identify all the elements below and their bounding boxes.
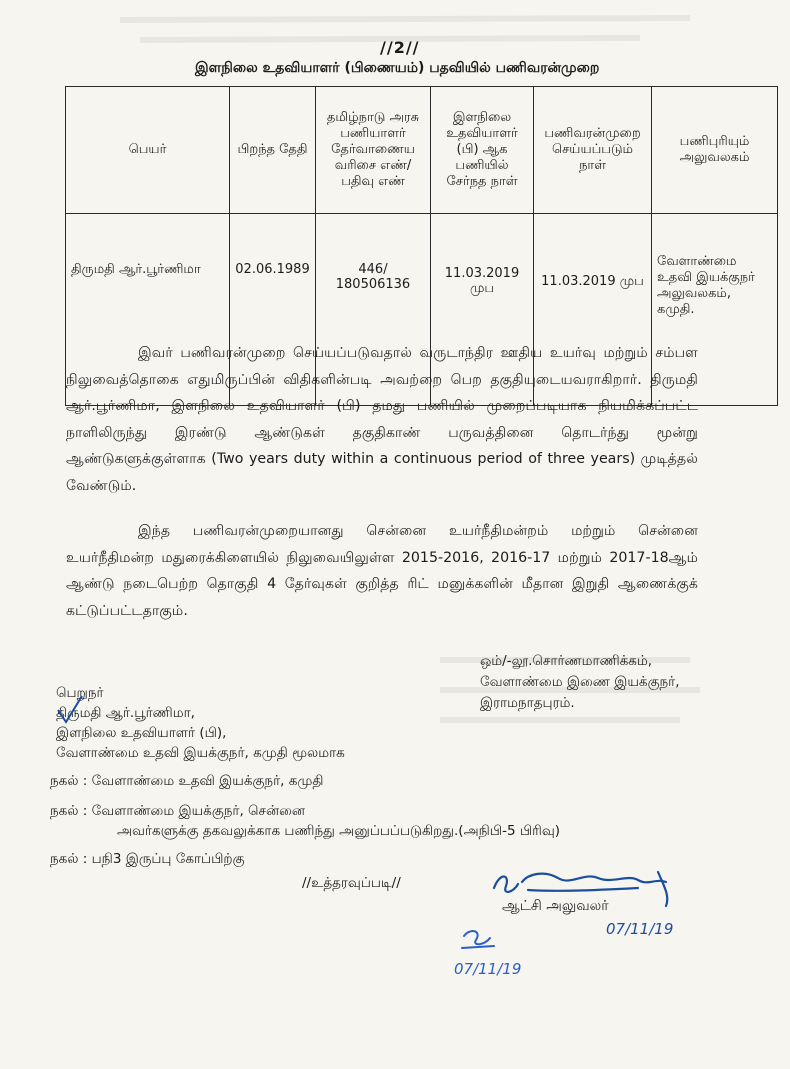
signatory-place: இராமநாதபுரம். bbox=[480, 695, 575, 711]
true-copy-note: //உத்தரவுப்படி// bbox=[302, 875, 401, 891]
checkmark-icon bbox=[55, 692, 85, 728]
cell-regularisation-date: 11.03.2019 முப bbox=[534, 214, 652, 406]
recipient-via: வேளாண்மை உதவி இயக்குநர், கமுதி மூலமாக bbox=[56, 745, 345, 761]
copy-line-3: நகல் : பநி3 இருப்பு கோப்பிற்கு bbox=[50, 851, 245, 867]
recipient-name: திருமதி ஆர்.பூர்ணிமா, bbox=[56, 705, 195, 721]
col-header-office: பணிபுரியும் அலுவலகம் bbox=[652, 87, 778, 214]
copy-line-1: நகல் : வேளாண்மை உதவி இயக்குநர், கமுதி bbox=[50, 773, 324, 789]
copy-line-2-continued: அவர்களுக்கு தகவலுக்காக பணிந்து அனுப்பப்படுகிறது.(அநிபி-5 பிரிவு) bbox=[117, 823, 561, 839]
signature-date: 07/11/19 bbox=[606, 920, 674, 938]
col-header-name: பெயர் bbox=[66, 87, 230, 214]
document-title: இளநிலை உதவியாளர் (பிணையம்) பதவியில் பணிவரன்முறை bbox=[195, 60, 600, 76]
paragraph-regularisation-terms: இவர் பணிவரன்முறை செய்யப்படுவதால் வருடாந்திர ஊதிய உயர்வு மற்றும் சம்பள நிலுவைத்தொகை எதுமிருப்பின் விதிகளின்படி அவற்றை பெற தகுதியுடையவராகிறார். திருமதி ஆர்.பூர்ணிமா, இளநிலை உதவியாளர் (பி) தமது பணியில் முறைப்படியாக நியமிக்கப்பட்ட நாளிலிருந்து இரண்டு ஆண்டுகள் தகுதிகாண் பருவத்தினை தொடர்ந்து மூன்று ஆண்டுகளுக்குள்ளாக (Two years duty within a continuous period of three years) முடித்தல் வேண்டும். bbox=[66, 345, 698, 494]
recipient-designation: இளநிலை உதவியாளர் (பி), bbox=[56, 725, 227, 741]
initial-date: 07/11/19 bbox=[454, 960, 522, 978]
col-header-regularisation-date: பணிவரன்முறை செய்யப்படும் நாள் bbox=[534, 87, 652, 214]
signatory-block bbox=[480, 651, 680, 714]
table-header-row bbox=[66, 87, 778, 214]
cell-dob: 02.06.1989 bbox=[230, 214, 316, 406]
signatory-name: ஒம்/-லூ.சொர்ணமாணிக்கம், bbox=[480, 653, 653, 669]
recipient-label: பெறுநர் bbox=[56, 685, 104, 701]
signatory-designation: வேளாண்மை இணை இயக்குநர், bbox=[480, 674, 680, 690]
col-header-dob: பிறந்த தேதி bbox=[230, 87, 316, 214]
paragraph-court-order-condition: இந்த பணிவரன்முறையானது சென்னை உயர்நீதிமன்றம் மற்றும் சென்னை உயர்நீதிமன்ற மதுரைக்கிளையில் நிலுவையிலுள்ள 2015-2016, 2016-17 மற்றும் 2017-18ஆம் ஆண்டு நடைபெற்ற தொகுதி 4 தேர்வுகள் குறித்த ரிட் மனுக்களின் மீதான இறுதி ஆணைக்குக் கட்டுப்பட்டதாகும். bbox=[66, 523, 698, 619]
officer-designation: ஆட்சி அலுவலர் bbox=[502, 898, 609, 914]
initial-mark bbox=[424, 926, 534, 982]
cell-office: வேளாண்மை உதவி இயக்குநர் அலுவலகம், கமுதி. bbox=[652, 214, 778, 406]
cell-tnpsc: 446/ 180506136 bbox=[316, 214, 431, 406]
page-number: //2// bbox=[380, 38, 420, 57]
copy-line-2: நகல் : வேளாண்மை இயக்குநர், சென்னை bbox=[50, 803, 305, 819]
cell-name: திருமதி ஆர்.பூர்ணிமா bbox=[66, 214, 230, 406]
col-header-tnpsc: தமிழ்நாடு அரசு பணியாளர் தேர்வாணைய வரிசை எண்/பதிவு எண் bbox=[316, 87, 431, 214]
cell-join-date: 11.03.2019 முப bbox=[431, 214, 534, 406]
col-header-join-date: இளநிலை உதவியாளர் (பி) ஆக பணியில் சேர்நத நாள் bbox=[431, 87, 534, 214]
